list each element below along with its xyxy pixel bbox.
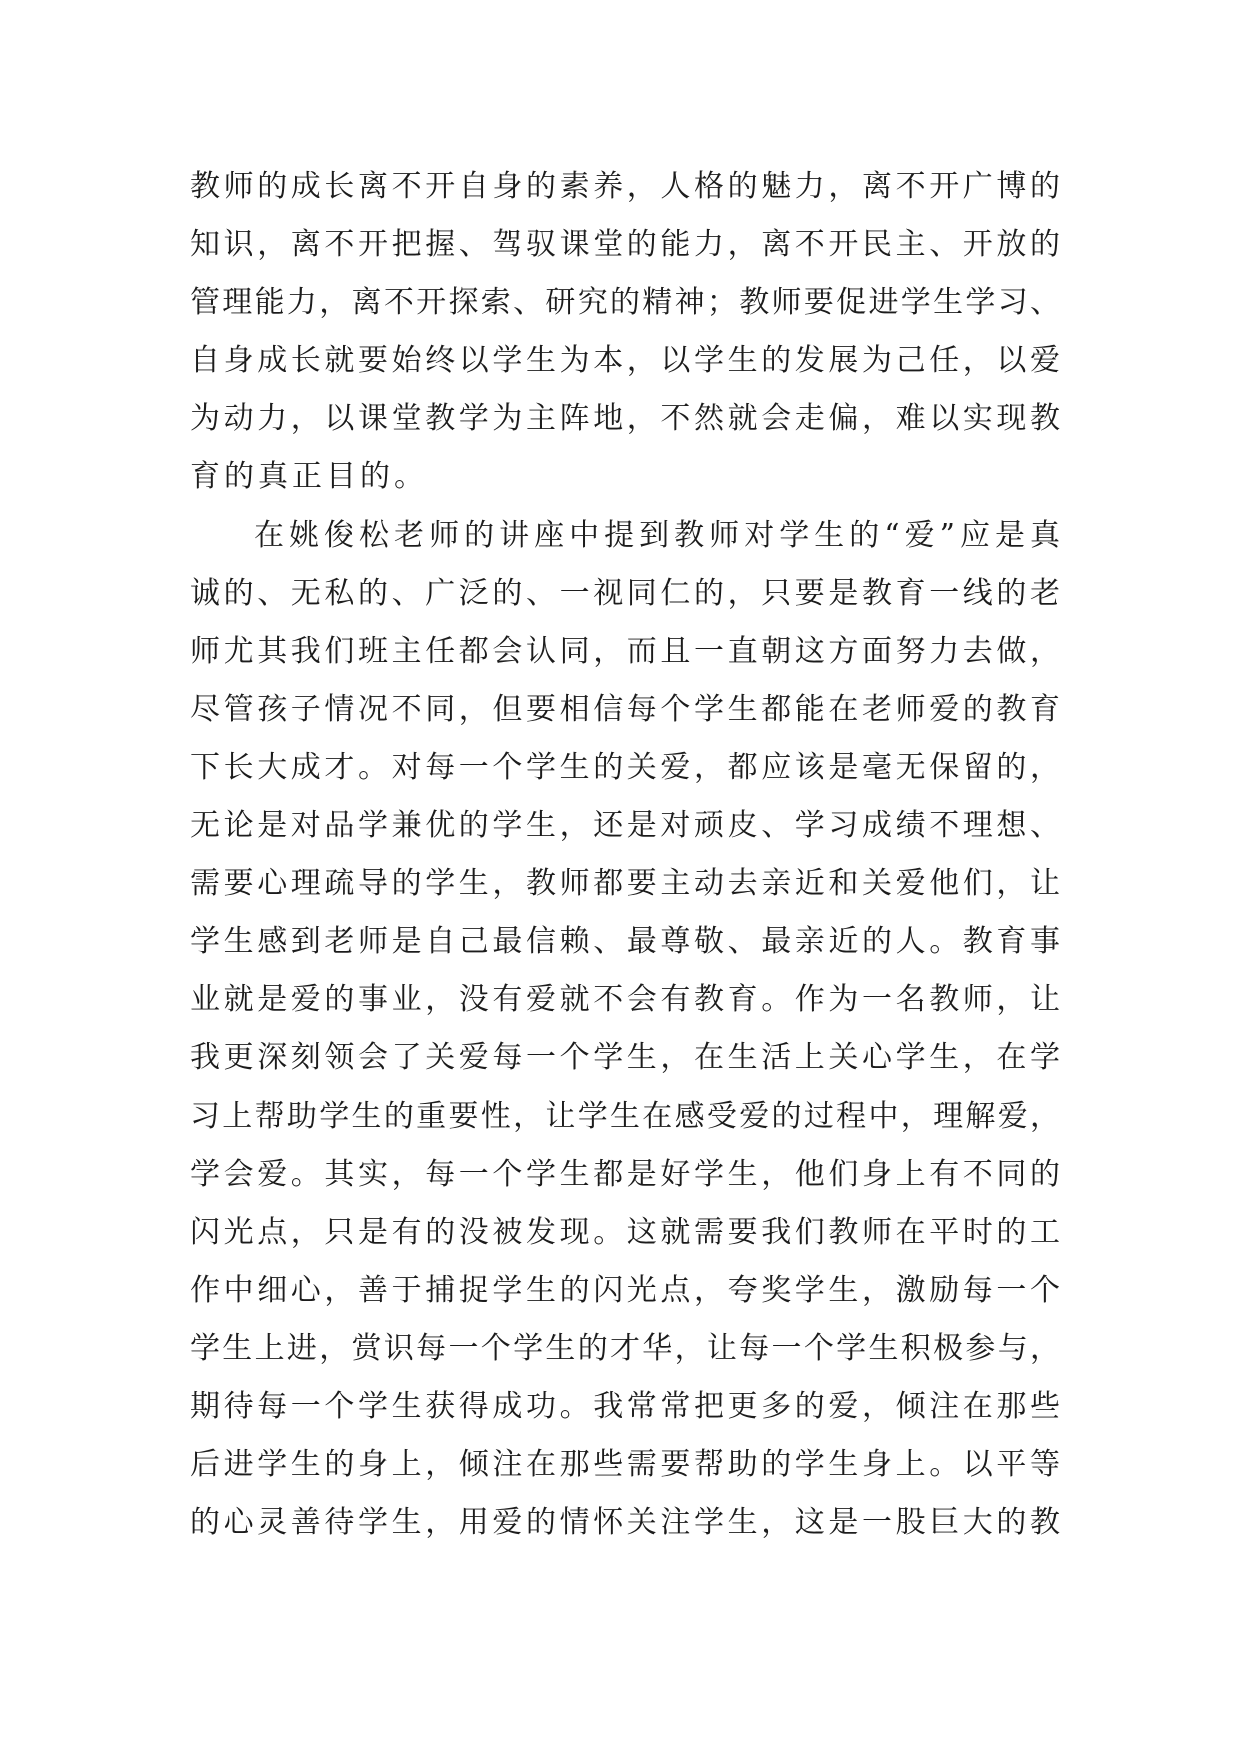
text-line: 我更深刻领会了关爱每一个学生，在生活上关心学生，在学: [190, 1040, 1060, 1076]
text-line: 为动力，以课堂教学为主阵地，不然就会走偏，难以实现教: [190, 401, 1060, 437]
text-line: 学会爱。其实，每一个学生都是好学生，他们身上有不同的: [190, 1156, 1060, 1192]
text-line: 闪光点，只是有的没被发现。这就需要我们教师在平时的工: [190, 1214, 1060, 1250]
body-text: [190, 158, 1060, 1552]
text-line: 尽管孩子情况不同，但要相信每个学生都能在老师爱的教育: [190, 691, 1060, 727]
text-line: 自身成长就要始终以学生为本，以学生的发展为己任，以爱: [190, 343, 1060, 379]
text-line: 学生上进，赏识每一个学生的才华，让每一个学生积极参与，: [190, 1330, 1060, 1366]
text-line: 的心灵善待学生，用爱的情怀关注学生，这是一股巨大的教: [190, 1505, 1060, 1541]
text-line: 作中细心，善于捕捉学生的闪光点，夸奖学生，激励每一个: [190, 1272, 1060, 1308]
text-line: 育的真正目的。: [190, 459, 428, 495]
text-line: 期待每一个学生获得成功。我常常把更多的爱，倾注在那些: [190, 1388, 1060, 1424]
text-line: 下长大成才。对每一个学生的关爱，都应该是毫无保留的，: [190, 749, 1060, 785]
text-line: 管理能力，离不开探索、研究的精神；教师要促进学生学习、: [190, 285, 1060, 321]
text-line: 在姚俊松老师的讲座中提到教师对学生的“爱”应是真: [254, 517, 1060, 553]
text-line: 教师的成长离不开自身的素养，人格的魅力，离不开广博的: [190, 169, 1060, 204]
text-line: 业就是爱的事业，没有爱就不会有教育。作为一名教师，让: [190, 982, 1060, 1018]
text-line: 师尤其我们班主任都会认同，而且一直朝这方面努力去做，: [190, 633, 1060, 669]
text-line: 无论是对品学兼优的学生，还是对顽皮、学习成绩不理想、: [190, 808, 1060, 844]
text-line: 学生感到老师是自己最信赖、最尊敬、最亲近的人。教育事: [190, 924, 1060, 960]
text-line: 诚的、无私的、广泛的、一视同仁的，只要是教育一线的老: [190, 575, 1060, 611]
text-line: 后进学生的身上，倾注在那些需要帮助的学生身上。以平等: [190, 1447, 1060, 1483]
text-line: 习上帮助学生的重要性，让学生在感受爱的过程中，理解爱，: [190, 1098, 1060, 1134]
text-line: 需要心理疏导的学生，教师都要主动去亲近和关爱他们，让: [190, 866, 1060, 902]
text-line: 知识，离不开把握、驾驭课堂的能力，离不开民主、开放的: [190, 227, 1060, 263]
